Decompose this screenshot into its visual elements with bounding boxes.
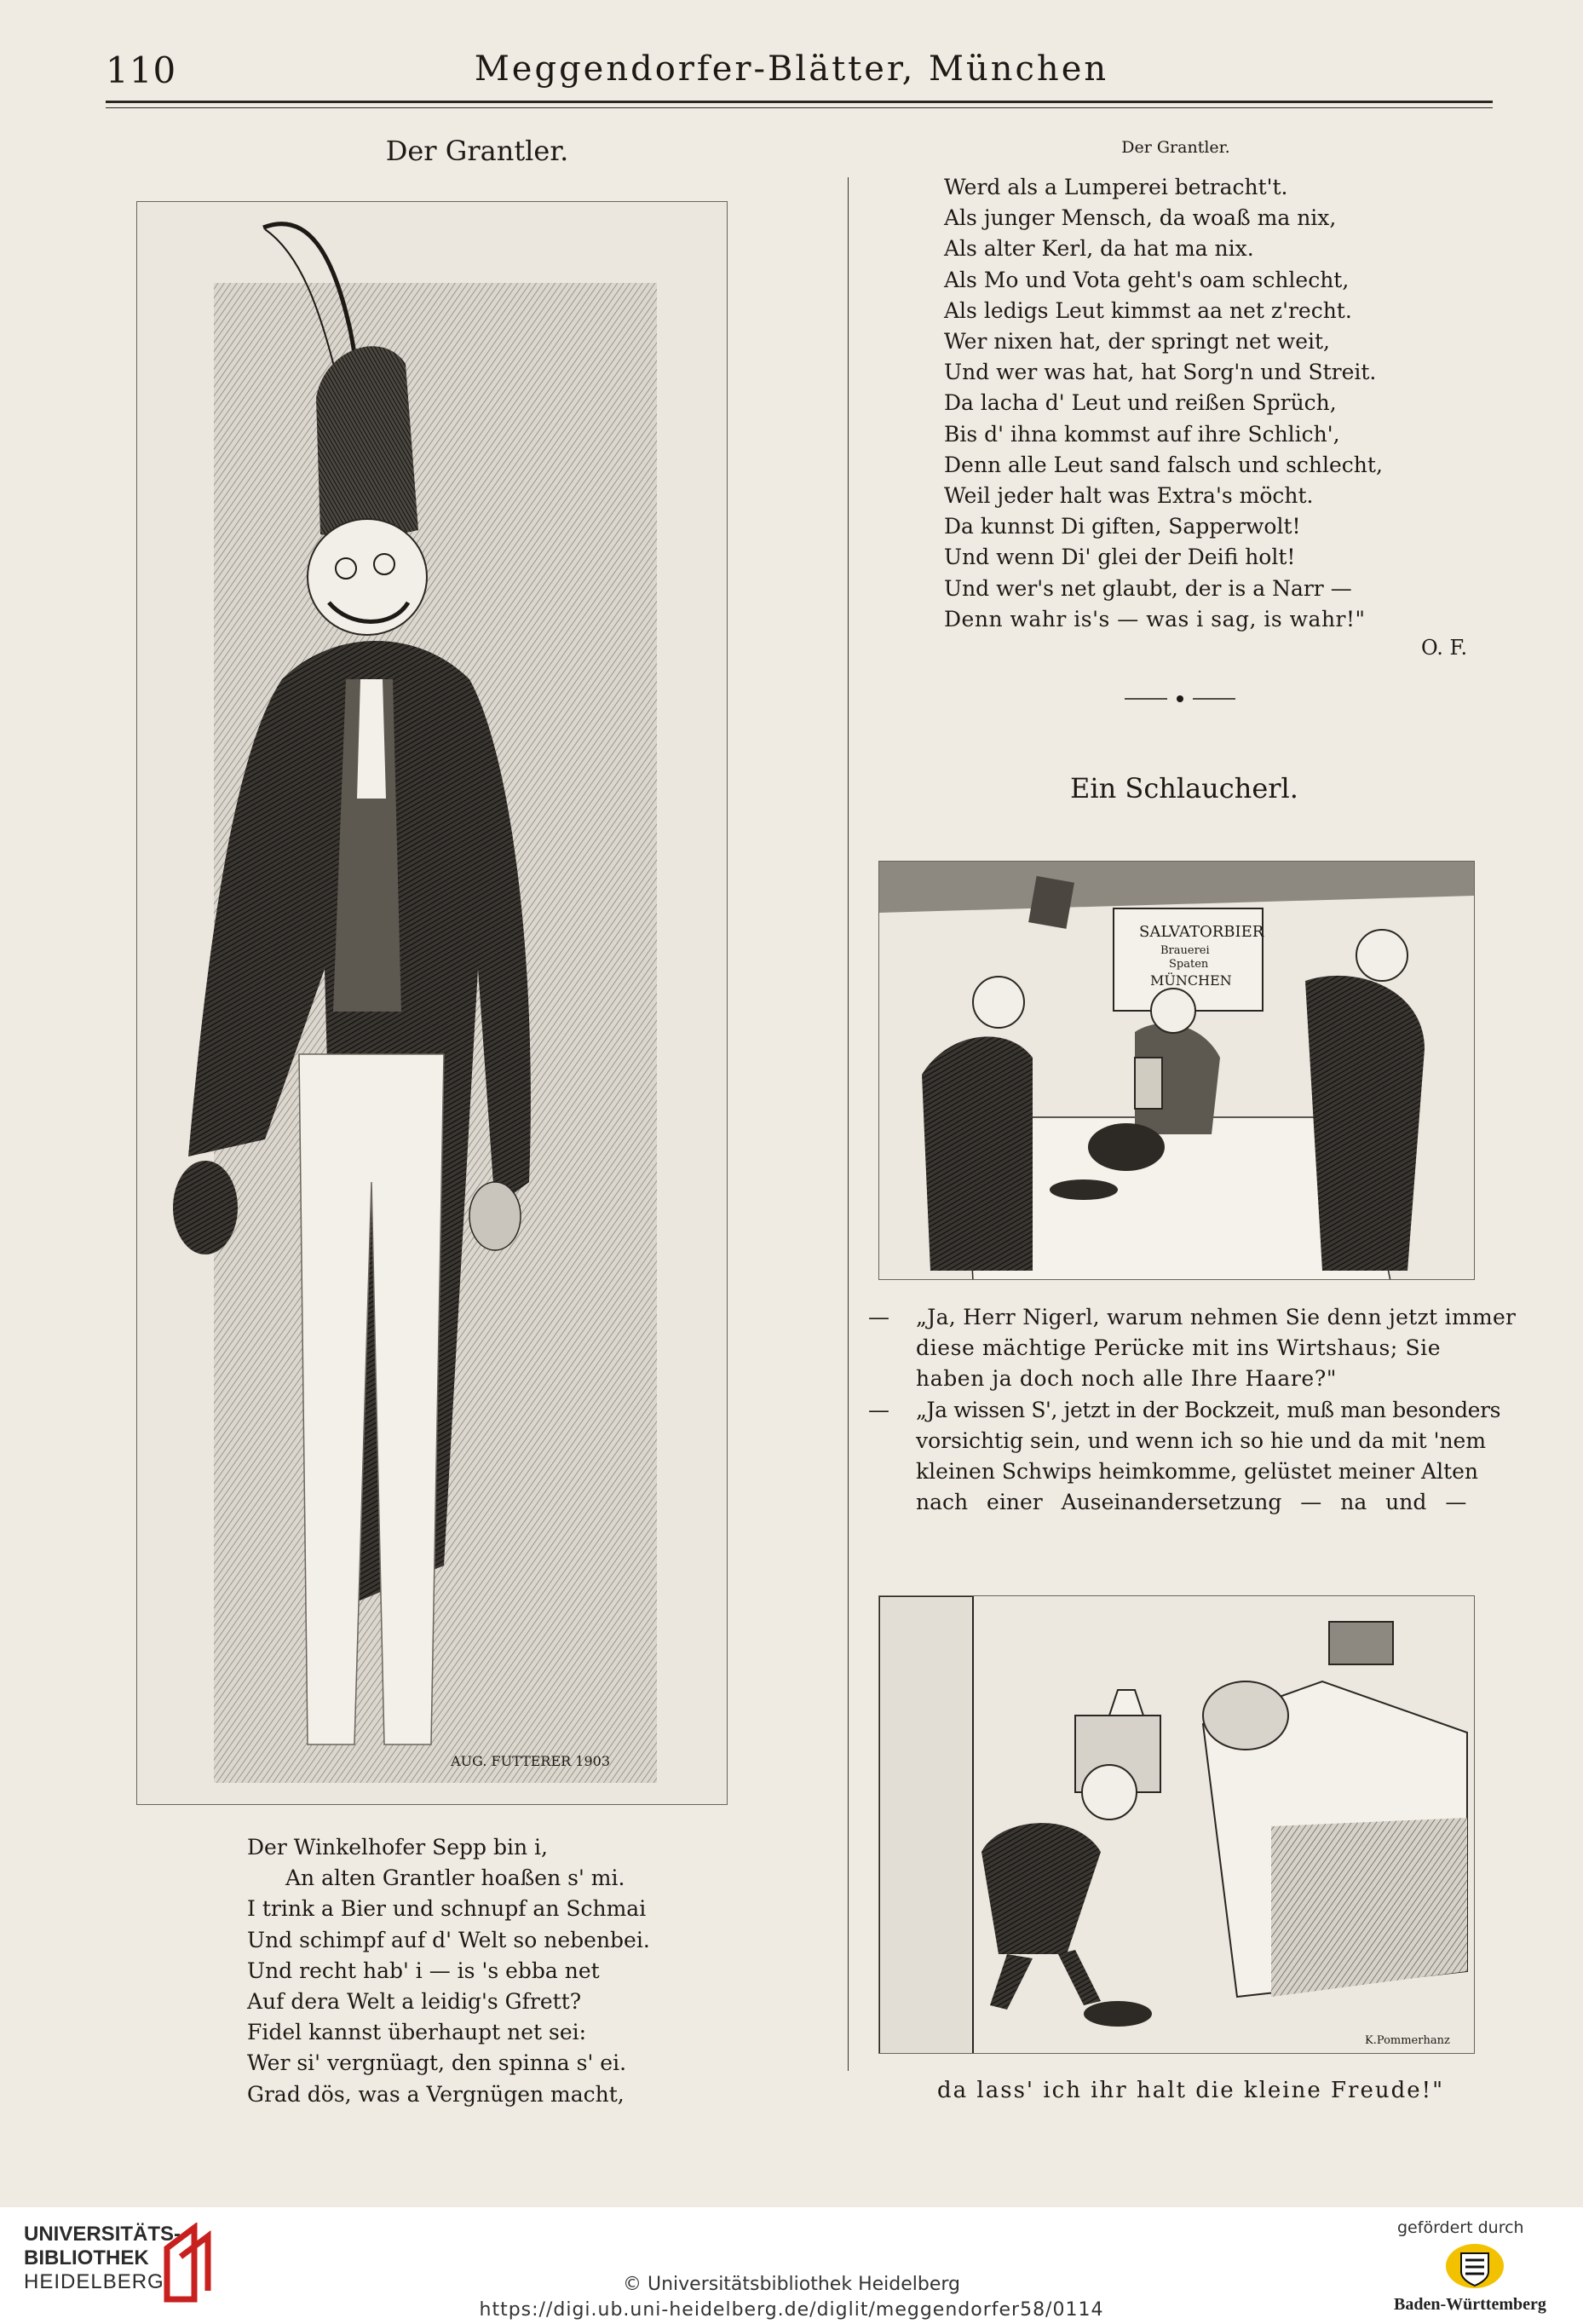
svg-text:MÜNCHEN: MÜNCHEN [1150, 972, 1232, 989]
poem-line: Wer nixen hat, der springt net weit, [944, 329, 1330, 355]
dialog-line: haben ja doch noch alle Ihre Haare?" [916, 1366, 1337, 1392]
tavern-illustration [878, 861, 1475, 1280]
funded-by-label: gefördert durch [1397, 2218, 1524, 2237]
bedroom-illustration [878, 1595, 1475, 2054]
running-header: Meggendorfer-Blätter, München [474, 49, 1109, 89]
dialog-row [868, 1395, 1516, 1426]
poem-line: Und wer's net glaubt, der is a Narr — [944, 575, 1352, 601]
header-rule [106, 101, 1493, 103]
dialog-row [916, 1333, 1516, 1364]
poem-line: Auf dera Welt a leidig's Gfrett? [247, 1989, 582, 2015]
bedroom-drawing [879, 1596, 1475, 2054]
svg-text:Spaten: Spaten [1169, 958, 1209, 971]
header-rule-thin [106, 107, 1493, 108]
dialog-line: diese mächtige Perücke mit ins Wirtshaus; Sie [916, 1335, 1442, 1361]
dialog-row [916, 1364, 1516, 1394]
dialog-row [916, 1487, 1516, 1518]
column-divider [848, 177, 849, 2071]
poem-line: Als junger Mensch, da woaß ma nix, [944, 205, 1337, 231]
baden-wuerttemberg-crest-icon [1442, 2241, 1507, 2291]
dialog-line: nach einer Auseinandersetzung — na und — [916, 1490, 1467, 1515]
poem-line: Bis d' ihna kommst auf ihre Schlich', [944, 421, 1340, 447]
poem-line: Denn alle Leut sand falsch und schlecht, [944, 452, 1383, 477]
dialog-row [916, 1456, 1516, 1487]
section-ornament [1125, 690, 1235, 707]
svg-text:AUG. FUTTERER 1903: AUG. FUTTERER 1903 [451, 1753, 610, 1769]
story-title: Ein Schlaucherl. [1070, 772, 1298, 804]
dialog-row [868, 1302, 1517, 1333]
poem-line: I trink a Bier und schnupf an Schmai [247, 1896, 647, 1922]
right-running-title: Der Grantler. [1121, 138, 1230, 157]
funder-name: Baden-Württemberg [1394, 2295, 1546, 2314]
poem-line: Und wenn Di' glei der Deifi holt! [944, 545, 1296, 570]
poem-author: O. F. [1421, 636, 1468, 660]
tavern-drawing [879, 862, 1475, 1280]
poem-line: Als Mo und Vota geht's oam schlecht, [944, 267, 1350, 292]
library-line: BIBLIOTHEK [24, 2246, 149, 2269]
poem-line: Als ledigs Leut kimmst aa net z'recht. [944, 297, 1352, 323]
dialog-row [916, 1426, 1516, 1456]
poem-line: Fidel kannst überhaupt net sei: [247, 2020, 587, 2045]
svg-text:SALVATORBIER: SALVATORBIER [1139, 923, 1264, 941]
poem-line: Und wer was hat, hat Sorg'n und Streit. [944, 360, 1377, 385]
svg-text:Brauerei: Brauerei [1160, 944, 1210, 957]
dialog-line: kleinen Schwips heimkomme, gelüstet meiner Alten [916, 1458, 1479, 1484]
grantler-drawing [137, 202, 728, 1805]
artist-signature [450, 1753, 610, 1769]
poem-line: Wer si' vergnüagt, den spinna s' ei. [247, 2050, 627, 2076]
poem-line: Da lacha d' Leut und reißen Sprüch, [944, 390, 1337, 416]
copyright-notice: © Universitätsbibliothek Heidelberg [622, 2274, 960, 2295]
source-url-link[interactable]: https://digi.ub.uni-heidelberg.de/diglit/meggendorfer58/0114 [479, 2299, 1104, 2321]
poem-line: Werd als a Lumperei betracht't. [944, 175, 1288, 199]
poem-line: Weil jeder halt was Extra's möcht. [944, 483, 1314, 509]
dialog-dash: — [868, 1305, 889, 1329]
poem-line: An alten Grantler hoaßen s' mi. [285, 1866, 625, 1891]
page-number: 110 [106, 49, 177, 91]
dialog-line: „Ja, Herr Nigerl, warum nehmen Sie denn jetzt immer [916, 1305, 1517, 1329]
dialog-line: „Ja wissen S', jetzt in der Bockzeit, muß man besonders [916, 1397, 1501, 1422]
left-poem [247, 1832, 650, 2110]
closing-line: da lass' ich ihr halt die kleine Freude!" [937, 2078, 1445, 2103]
dialog-dash: — [868, 1397, 889, 1422]
svg-text:K.Pommerhanz: K.Pommerhanz [1365, 2034, 1450, 2047]
poem-line: Und schimpf auf d' Welt so nebenbei. [247, 1927, 650, 1952]
poem-line: Und recht hab' i — is 's ebba net [247, 1958, 600, 1983]
dialog-text [868, 1302, 1517, 1518]
library-line: HEIDELBERG [24, 2270, 164, 2293]
poem-line: Als alter Kerl, da hat ma nix. [944, 236, 1254, 262]
poem-line: Denn wahr is's — was i sag, is wahr!" [944, 606, 1366, 631]
left-title: Der Grantler. [385, 135, 569, 167]
poem-line: Grad dös, was a Vergnügen macht, [247, 2081, 625, 2107]
dialog-line: vorsichtig sein, und wenn ich so hie und da mit 'nem [916, 1427, 1487, 1453]
bedroom-artist-signature [1365, 2034, 1450, 2047]
poem-line: Der Winkelhofer Sepp bin i, [247, 1835, 548, 1860]
poem-line: Da kunnst Di giften, Sapperwolt! [944, 514, 1301, 539]
grantler-illustration [136, 201, 728, 1805]
library-line: UNIVERSITÄTS- [24, 2223, 181, 2246]
right-poem [944, 172, 1383, 635]
